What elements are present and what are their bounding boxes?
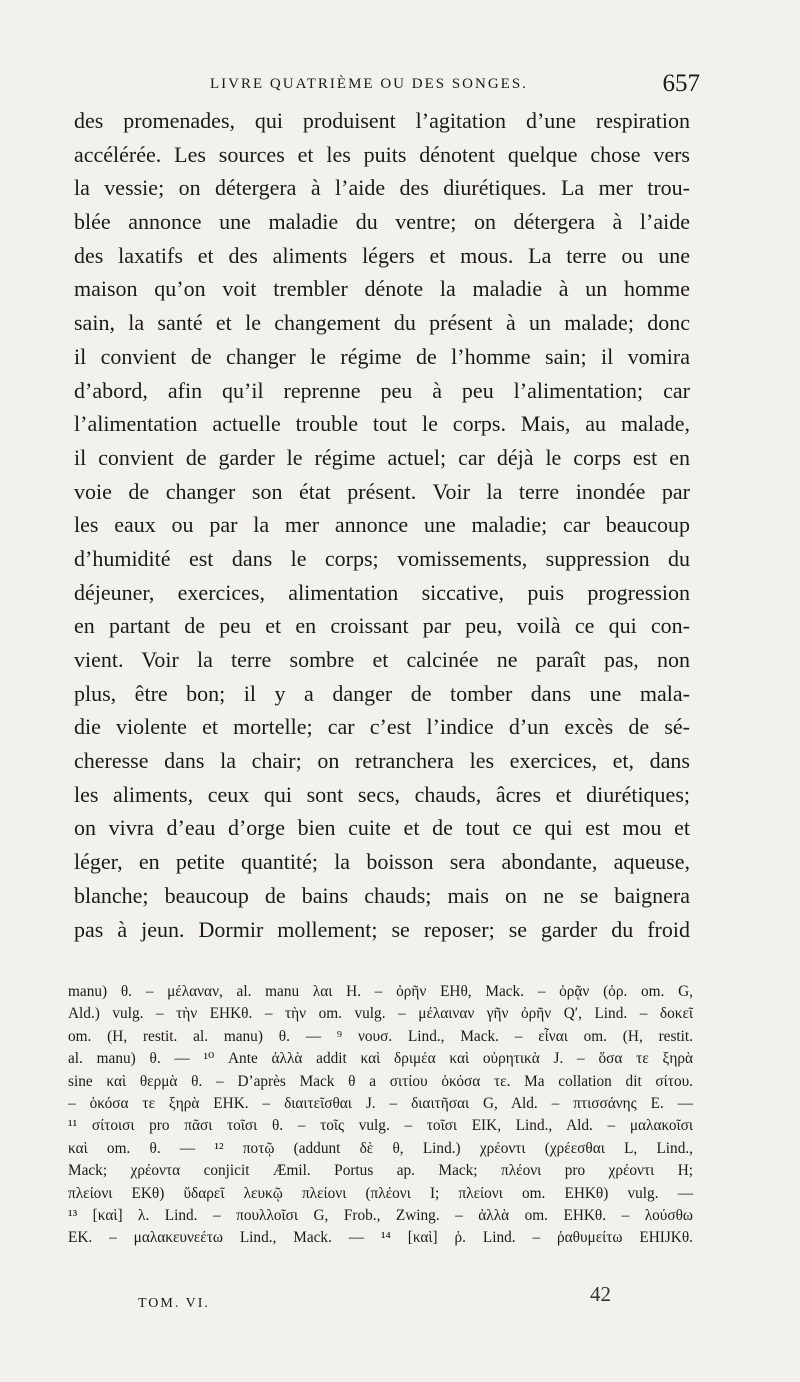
body-line: plus, être bon; il y a danger de tomber dans une mala- — [74, 680, 690, 706]
body-line: des promenades, qui produisent l’agitation d’une respiration — [74, 108, 690, 133]
signature-mark: TOM. VI. — [138, 1296, 210, 1311]
body-line: sain, la santé et le changement du présent à un malade; donc — [74, 310, 690, 336]
footnote-line: sine καὶ θερμὰ θ. – D’après Mack θ a σιτίου ὁκόσα τε. Ma collation dit σίτου. — [68, 1072, 693, 1090]
body-line: les eaux ou par la mer annonce une maladie; car beaucoup — [74, 512, 690, 538]
body-line: cheresse dans la chair; on retranchera les exercices, et, dans — [74, 748, 690, 774]
body-line: d’humidité est dans le corps; vomissements, suppression du — [74, 545, 690, 571]
sheet-number: 42 — [590, 1282, 611, 1306]
body-line: blée annonce une maladie du ventre; on détergera à l’aide — [74, 209, 690, 235]
body-line: d’abord, afin qu’il reprenne peu à peu l’alimentation; car — [74, 377, 690, 403]
body-line: maison qu’on voit trembler dénote la maladie à un homme — [74, 276, 690, 302]
footnote-line: EK. – μαλακευνεέτω Lind., Mack. — ¹⁴ [καὶ] ῥ. Lind. – ῥαθυμείτω EHIJKθ. — [68, 1229, 693, 1247]
footnote-line: πλείονι EKθ) ὕδαρεῖ λευκῷ πλείονι (πλέονι I; πλείονι om. EHKθ) vulg. — — [68, 1184, 693, 1202]
footnote-line: om. (H, restit. al. manu) θ. — ⁹ νουσ. Lind., Mack. – εἶναι om. (H, restit. — [68, 1027, 693, 1045]
body-line: il convient de changer le régime de l’homme sain; il vomira — [74, 343, 690, 369]
body-line: blanche; beaucoup de bains chauds; mais on ne se baignera — [74, 882, 690, 908]
body-line: accélérée. Les sources et les puits dénotent quelque chose vers — [74, 141, 690, 167]
body-line: léger, en petite quantité; la boisson sera abondante, aqueuse, — [74, 849, 690, 875]
body-line: l’alimentation actuelle trouble tout le corps. Mais, au malade, — [74, 411, 690, 437]
footnote-line: – ὁκόσα τε ξηρὰ EHK. – διαιτεῖσθαι J. – διαιτῆσαι G, Ald. – πτισσάνης E. — — [68, 1094, 693, 1112]
main-text — [74, 104, 690, 946]
footnote-line: Mack; χρέοντα conjicit Æmil. Portus ap. Mack; πλέονι pro χρέοντι H; — [68, 1162, 693, 1180]
body-line: die violente et mortelle; car c’est l’indice d’un excès de sé- — [74, 714, 690, 740]
body-line: la vessie; on détergera à l’aide des diurétiques. La mer trou- — [74, 175, 690, 201]
footnotes — [68, 981, 693, 1250]
body-line: des laxatifs et des aliments légers et mous. La terre ou une — [74, 242, 690, 268]
body-line: les aliments, ceux qui sont secs, chauds, âcres et diurétiques; — [74, 781, 690, 807]
page-number: 657 — [662, 70, 700, 97]
running-head — [70, 70, 700, 100]
body-line: en partant de peu et en croissant par peu, voilà ce qui con- — [74, 613, 690, 639]
footnote-line: al. manu) θ. — ¹⁰ Ante ἀλλὰ addit καὶ δριμέα καὶ οὐρητικὰ J. – ὅσα τε ξηρὰ — [68, 1050, 693, 1068]
body-line: vient. Voir la terre sombre et calcinée ne paraît pas, non — [74, 647, 690, 672]
running-title: LIVRE QUATRIÈME OU DES SONGES. — [210, 76, 528, 92]
body-line: déjeuner, exercices, alimentation siccative, puis progression — [74, 579, 690, 605]
footnote-line: Ald.) vulg. – τὴν EHKθ. – τὴν om. vulg. – μέλαιναν γῆν ὀρῆν Q′, Lind. – δοκεῖ — [68, 1005, 693, 1023]
body-line: on vivra d’eau d’orge bien cuite et de tout ce qui est mou et — [74, 815, 690, 841]
body-line: il convient de garder le régime actuel; car déjà le corps est en — [74, 444, 690, 470]
footnote-line: manu) θ. – μέλαναν, al. manu λαι H. – ὀρῆν EHθ, Mack. – ὁρᾷν (ὀρ. om. G, — [68, 983, 693, 1000]
footnote-line: καὶ om. θ. — ¹² ποτῷ (addunt δὲ θ, Lind.) χρέοντι (χρέεσθαι L, Lind., — [68, 1139, 693, 1157]
body-line: voie de changer son état présent. Voir la terre inondée par — [74, 478, 690, 504]
footnote-line: ¹¹ σίτοισι pro πᾶσι τοῖσι θ. – τοῖς vulg. – τοῖσι EIK, Lind., Ald. – μαλακοῖσι — [68, 1117, 693, 1135]
footnote-line: ¹³ [καὶ] λ. Lind. – πουλλοῖσι G, Frob., Zwing. – ἀλλὰ om. EHKθ. – λούσθω — [68, 1206, 693, 1224]
body-line: pas à jeun. Dormir mollement; se reposer; se garder du froid — [74, 916, 690, 942]
